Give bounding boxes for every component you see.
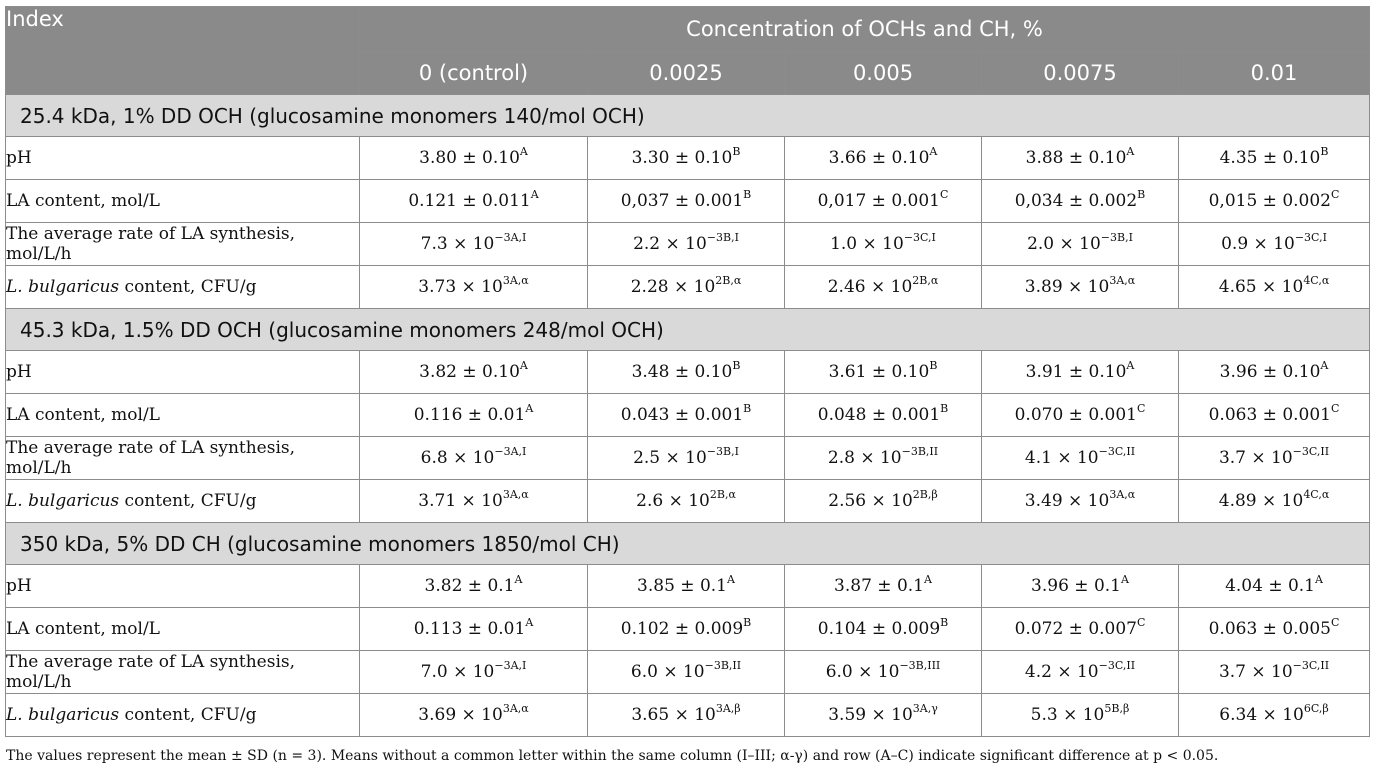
cell-value: 3.48 ± 0.10 [631, 362, 733, 382]
cell-value: 0,034 ± 0.002 [1014, 191, 1138, 211]
cell-value: 3.82 ± 0.10 [419, 362, 520, 382]
row-label [6, 223, 360, 266]
significance-superscript: A [525, 402, 534, 415]
table-row [6, 266, 1370, 309]
significance-superscript: 3A,α [1109, 274, 1136, 287]
value-cell [785, 608, 982, 651]
significance-superscript: A [924, 573, 932, 586]
value-cell [360, 480, 588, 523]
cell-value: 2.56 × 10 [828, 491, 913, 511]
table-row [6, 437, 1370, 480]
cell-value: 3.66 ± 0.10 [828, 148, 930, 168]
significance-superscript: 3A,α [502, 488, 529, 501]
value-cell [982, 266, 1179, 309]
row-label [6, 394, 360, 437]
value-cell [785, 694, 982, 737]
cell-value: 4.2 × 10 [1024, 662, 1099, 682]
cell-value: 0.063 ± 0.005 [1208, 619, 1331, 639]
value-cell [1179, 180, 1370, 223]
significance-superscript: −3B,I [706, 231, 739, 244]
significance-superscript: A [1320, 359, 1329, 372]
table-footnote: The values represent the mean ± SD (n = 3). Means without a common letter within the same column (I–III; α-γ) and row (A–C) indicate significant difference at p < 0.05. [6, 748, 1219, 764]
significance-superscript: A [530, 188, 539, 201]
cell-value: 7.0 × 10 [420, 662, 495, 682]
value-cell [588, 651, 785, 694]
cell-value: 0.121 ± 0.011 [408, 191, 531, 211]
table-row [6, 137, 1370, 180]
significance-superscript: −3C,II [1292, 445, 1330, 458]
value-cell [588, 137, 785, 180]
value-cell [360, 694, 588, 737]
row-label-text: content, CFU/g [119, 705, 257, 725]
cell-value: 0.102 ± 0.009 [620, 619, 744, 639]
value-cell [1179, 565, 1370, 608]
significance-superscript: A [727, 573, 735, 586]
species-name: L. bulgaricus [6, 491, 120, 511]
value-cell [360, 651, 588, 694]
value-cell [360, 394, 588, 437]
row-label [6, 266, 360, 309]
value-cell [1179, 651, 1370, 694]
cell-value: 3.89 × 10 [1024, 277, 1110, 297]
significance-superscript: C [1136, 402, 1146, 415]
cell-value: 1.0 × 10 [830, 234, 904, 254]
cell-value: 3.49 × 10 [1024, 491, 1110, 511]
cell-value: 0.116 ± 0.01 [413, 405, 526, 425]
row-label [6, 437, 360, 480]
significance-superscript: A [519, 359, 528, 372]
header-row-1 [6, 7, 1370, 52]
significance-superscript: 2B,α [912, 274, 939, 287]
column-header: 0.01 [1179, 52, 1370, 95]
row-label-text: The average rate of LA synthesis, mol/L/h [6, 652, 296, 692]
row-label [6, 480, 360, 523]
significance-superscript: 2B,β [912, 488, 938, 501]
cell-value: 3.30 ± 0.10 [631, 148, 733, 168]
row-label [6, 608, 360, 651]
cell-value: 3.82 ± 0.1 [424, 576, 515, 596]
value-cell [360, 266, 588, 309]
significance-superscript: −3C,II [1098, 659, 1136, 672]
significance-superscript: B [940, 402, 949, 415]
significance-superscript: A [1126, 145, 1135, 158]
cell-value: 0.043 ± 0.001 [620, 405, 744, 425]
cell-value: 3.80 ± 0.10 [419, 148, 520, 168]
value-cell [1179, 137, 1370, 180]
value-cell [982, 394, 1179, 437]
significance-superscript: A [929, 145, 938, 158]
significance-superscript: A [525, 616, 534, 629]
value-cell [982, 694, 1179, 737]
concentration-header: Concentration of OCHs and CH, % [360, 7, 1370, 52]
value-cell [785, 351, 982, 394]
section-title: 25.4 kDa, 1% DD OCH (glucosamine monomers 140/mol OCH) [6, 95, 1370, 137]
value-cell [785, 394, 982, 437]
value-cell [785, 266, 982, 309]
significance-superscript: −3C,I [1294, 231, 1327, 244]
value-cell [588, 394, 785, 437]
section-header-row [6, 309, 1370, 351]
significance-superscript: −3B,II [901, 445, 939, 458]
cell-value: 4.1 × 10 [1024, 448, 1099, 468]
significance-superscript: C [1136, 616, 1146, 629]
row-label-text: LA content, mol/L [6, 191, 160, 211]
significance-superscript: 3A,α [502, 702, 529, 715]
cell-value: 3.88 ± 0.10 [1025, 148, 1127, 168]
value-cell [785, 223, 982, 266]
section-header-row [6, 523, 1370, 565]
column-header: 0.005 [785, 52, 982, 95]
cell-value: 2.8 × 10 [827, 448, 902, 468]
significance-superscript: C [939, 188, 949, 201]
cell-value: 0.104 ± 0.009 [817, 619, 941, 639]
significance-superscript: B [1320, 145, 1329, 158]
value-cell [785, 565, 982, 608]
row-label [6, 565, 360, 608]
significance-superscript: 3A,β [715, 702, 741, 715]
cell-value: 0,015 ± 0.002 [1208, 191, 1331, 211]
cell-value: 3.65 × 10 [631, 705, 716, 725]
significance-superscript: B [732, 359, 741, 372]
significance-superscript: 2B,α [715, 274, 742, 287]
table-row [6, 651, 1370, 694]
cell-value: 3.59 × 10 [828, 705, 913, 725]
value-cell [588, 351, 785, 394]
cell-value: 3.96 ± 0.1 [1031, 576, 1121, 596]
row-label-text: pH [6, 576, 32, 596]
significance-superscript: A [1126, 359, 1135, 372]
table-row [6, 480, 1370, 523]
cell-value: 4.89 × 10 [1218, 491, 1304, 511]
value-cell [360, 608, 588, 651]
row-label-text: LA content, mol/L [6, 619, 160, 639]
value-cell [785, 480, 982, 523]
value-cell [588, 565, 785, 608]
row-label-text: The average rate of LA synthesis, mol/L/h [6, 224, 296, 264]
row-label-text: The average rate of LA synthesis, mol/L/h [6, 438, 296, 478]
value-cell [982, 480, 1179, 523]
significance-superscript: 5B,β [1104, 702, 1130, 715]
significance-superscript: 3A,α [502, 274, 529, 287]
value-cell [588, 180, 785, 223]
cell-value: 4.04 ± 0.1 [1225, 576, 1316, 596]
cell-value: 3.71 × 10 [418, 491, 503, 511]
significance-superscript: B [732, 145, 741, 158]
cell-value: 3.87 ± 0.1 [834, 576, 924, 596]
value-cell [1179, 694, 1370, 737]
value-cell [982, 437, 1179, 480]
significance-superscript: A [1121, 573, 1129, 586]
row-label-text: pH [6, 148, 32, 168]
significance-superscript: B [743, 188, 752, 201]
cell-value: 2.2 × 10 [633, 234, 707, 254]
value-cell [982, 180, 1179, 223]
significance-superscript: −3B,I [706, 445, 739, 458]
significance-superscript: 4C,α [1303, 274, 1330, 287]
cell-value: 0.048 ± 0.001 [817, 405, 941, 425]
section-title: 45.3 kDa, 1.5% DD OCH (glucosamine monomers 248/mol OCH) [6, 309, 1370, 351]
value-cell [982, 565, 1179, 608]
value-cell [785, 651, 982, 694]
significance-superscript: −3B,II [704, 659, 742, 672]
value-cell [588, 437, 785, 480]
table-row [6, 180, 1370, 223]
significance-superscript: −3A,I [494, 445, 527, 458]
significance-superscript: A [519, 145, 528, 158]
row-label-text: content, CFU/g [119, 491, 257, 511]
cell-value: 2.28 × 10 [630, 277, 716, 297]
value-cell [588, 608, 785, 651]
table-row [6, 394, 1370, 437]
row-label-text: LA content, mol/L [6, 405, 160, 425]
cell-value: 3.7 × 10 [1218, 448, 1293, 468]
value-cell [982, 223, 1179, 266]
section-header-row [6, 95, 1370, 137]
column-header: 0 (control) [360, 52, 588, 95]
significance-superscript: −3A,I [494, 231, 527, 244]
cell-value: 5.3 × 10 [1030, 705, 1105, 725]
cell-value: 3.73 × 10 [418, 277, 503, 297]
row-label [6, 137, 360, 180]
cell-value: 3.96 ± 0.10 [1219, 362, 1321, 382]
significance-superscript: B [940, 616, 949, 629]
significance-superscript: −3C,I [903, 231, 936, 244]
cell-value: 7.3 × 10 [420, 234, 495, 254]
value-cell [1179, 266, 1370, 309]
table-body [6, 95, 1370, 737]
value-cell [588, 480, 785, 523]
cell-value: 3.7 × 10 [1218, 662, 1293, 682]
value-cell [360, 351, 588, 394]
significance-superscript: −3B,III [899, 659, 941, 672]
significance-superscript: −3C,II [1098, 445, 1136, 458]
significance-superscript: C [1331, 402, 1340, 415]
significance-superscript: C [1331, 188, 1340, 201]
value-cell [785, 437, 982, 480]
value-cell [1179, 608, 1370, 651]
value-cell [360, 437, 588, 480]
cell-value: 6.34 × 10 [1219, 705, 1304, 725]
significance-superscript: 6C,β [1303, 702, 1329, 715]
cell-value: 2.5 × 10 [633, 448, 707, 468]
cell-value: 0.113 ± 0.01 [413, 619, 526, 639]
significance-superscript: 4C,α [1303, 488, 1330, 501]
significance-superscript: −3A,I [494, 659, 527, 672]
value-cell [982, 351, 1179, 394]
significance-superscript: 3A,γ [912, 702, 938, 715]
cell-value: 2.46 × 10 [827, 277, 913, 297]
value-cell [1179, 480, 1370, 523]
significance-superscript: B [743, 402, 752, 415]
cell-value: 6.8 × 10 [420, 448, 495, 468]
value-cell [982, 608, 1179, 651]
table-row [6, 694, 1370, 737]
row-label [6, 651, 360, 694]
significance-superscript: −3C,II [1292, 659, 1330, 672]
value-cell [982, 137, 1179, 180]
cell-value: 0,037 ± 0.001 [620, 191, 744, 211]
value-cell [360, 180, 588, 223]
significance-superscript: 3A,α [1109, 488, 1136, 501]
cell-value: 0.070 ± 0.001 [1014, 405, 1137, 425]
value-cell [785, 180, 982, 223]
value-cell [360, 565, 588, 608]
significance-superscript: B [743, 616, 752, 629]
row-label-text: content, CFU/g [119, 277, 257, 297]
column-header: 0.0075 [982, 52, 1179, 95]
significance-superscript: C [1331, 616, 1340, 629]
value-cell [982, 651, 1179, 694]
cell-value: 3.91 ± 0.10 [1025, 362, 1127, 382]
cell-value: 0.063 ± 0.001 [1208, 405, 1331, 425]
table-row [6, 608, 1370, 651]
significance-superscript: 2B,α [709, 488, 736, 501]
row-label [6, 180, 360, 223]
cell-value: 3.61 ± 0.10 [828, 362, 930, 382]
cell-value: 2.0 × 10 [1027, 234, 1101, 254]
value-cell [588, 223, 785, 266]
value-cell [588, 266, 785, 309]
significance-superscript: A [1315, 573, 1323, 586]
value-cell [1179, 351, 1370, 394]
column-header: 0.0025 [588, 52, 785, 95]
significance-superscript: −3B,I [1100, 231, 1133, 244]
row-label [6, 694, 360, 737]
value-cell [1179, 223, 1370, 266]
significance-superscript: B [1137, 188, 1146, 201]
cell-value: 0.072 ± 0.007 [1014, 619, 1137, 639]
cell-value: 3.69 × 10 [418, 705, 503, 725]
row-label [6, 351, 360, 394]
value-cell [1179, 394, 1370, 437]
table-row [6, 565, 1370, 608]
table-row [6, 223, 1370, 266]
data-table [5, 6, 1370, 737]
cell-value: 0.9 × 10 [1221, 234, 1295, 254]
value-cell [588, 694, 785, 737]
species-name: L. bulgaricus [6, 277, 120, 297]
cell-value: 6.0 × 10 [825, 662, 900, 682]
row-label-text: pH [6, 362, 32, 382]
cell-value: 0,017 ± 0.001 [817, 191, 940, 211]
index-header: Index [6, 7, 360, 95]
value-cell [360, 137, 588, 180]
cell-value: 4.65 × 10 [1218, 277, 1304, 297]
significance-superscript: A [514, 573, 523, 586]
cell-value: 2.6 × 10 [636, 491, 710, 511]
value-cell [785, 137, 982, 180]
significance-superscript: B [929, 359, 938, 372]
value-cell [1179, 437, 1370, 480]
cell-value: 4.35 ± 0.10 [1219, 148, 1321, 168]
species-name: L. bulgaricus [6, 705, 120, 725]
cell-value: 6.0 × 10 [630, 662, 705, 682]
section-title: 350 kDa, 5% DD CH (glucosamine monomers 1850/mol CH) [6, 523, 1370, 565]
value-cell [360, 223, 588, 266]
cell-value: 3.85 ± 0.1 [637, 576, 727, 596]
table-row [6, 351, 1370, 394]
